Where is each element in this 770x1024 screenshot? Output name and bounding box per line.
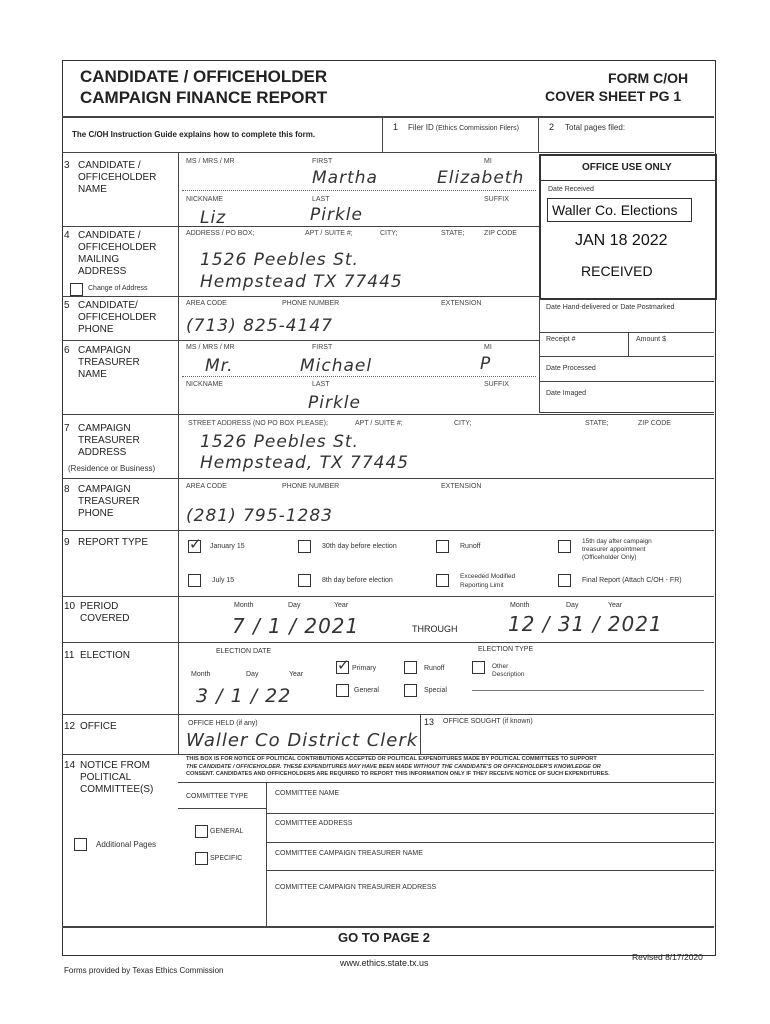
treasurer-apt-label: APT / SUITE #;	[355, 420, 403, 427]
primary-checkmark: ✓	[337, 656, 351, 674]
runoff-election-checkbox[interactable]	[404, 661, 417, 674]
runoff-election-label: Runoff	[424, 665, 445, 672]
july-15-checkbox[interactable]	[188, 574, 201, 587]
section-8-label: CAMPAIGN TREASURER PHONE	[78, 484, 140, 519]
section-12-number: 12	[64, 721, 76, 732]
zip-label: ZIP CODE	[484, 230, 517, 237]
special-election-label: Special	[424, 687, 447, 694]
cover-sheet-label: COVER SHEET PG 1	[545, 88, 682, 104]
date-imaged-label: Date Imaged	[546, 390, 587, 397]
treasurer-last-label: LAST	[312, 381, 330, 388]
candidate-last-name[interactable]: Pirkle	[310, 205, 363, 225]
candidate-nickname[interactable]: Liz	[200, 208, 227, 228]
treasurer-extension-label: EXTENSION	[441, 483, 482, 490]
received-stamp	[547, 198, 710, 290]
30th-day-label: 30th day before election	[322, 543, 397, 550]
section-5-number: 5	[64, 300, 70, 311]
section-6-label: CAMPAIGN TREASURER NAME	[78, 345, 140, 380]
stamp-office: Waller Co. Elections	[547, 198, 692, 222]
treasurer-phone-label: PHONE NUMBER	[282, 483, 340, 490]
treasurer-mi-label: MI	[484, 344, 492, 351]
to-day-label: Day	[566, 602, 579, 609]
general-election-checkbox[interactable]	[336, 684, 349, 697]
committee-address-label: COMMITTEE ADDRESS	[275, 820, 353, 827]
candidate-middle-name[interactable]: Elizabeth	[437, 168, 525, 188]
period-from-date[interactable]: 7 / 1 / 2021	[232, 614, 360, 638]
treasurer-middle-initial[interactable]: P	[480, 354, 492, 374]
election-date-value[interactable]: 3 / 1 / 22	[196, 685, 292, 707]
office-sought-label: OFFICE SOUGHT (if known)	[443, 718, 533, 725]
primary-label: Primary	[352, 665, 377, 672]
treasurer-address-line1[interactable]: 1526 Peebles St.	[200, 432, 359, 452]
street-address-label: STREET ADDRESS (NO PO BOX PLEASE);	[188, 420, 328, 427]
filer-id-number: 1	[393, 122, 399, 132]
30th-day-checkbox[interactable]	[298, 540, 311, 553]
treasurer-address-line2[interactable]: Hempstead, TX 77445	[200, 453, 410, 473]
date-hand-delivered-label: Date Hand-delivered or Date Postmarked	[546, 304, 675, 311]
treasurer-first-name[interactable]: Michael	[300, 356, 373, 376]
general-committee-checkbox[interactable]	[195, 825, 208, 838]
form-title-line2: CAMPAIGN FINANCE REPORT	[80, 88, 328, 107]
treasurer-area-code-label: AREA CODE	[186, 483, 227, 490]
treasurer-last-name[interactable]: Pirkle	[308, 393, 361, 413]
section-9-number: 9	[64, 537, 70, 548]
phone-number-label: PHONE NUMBER	[282, 300, 340, 307]
special-election-checkbox[interactable]	[404, 684, 417, 697]
committee-treasurer-address-label: COMMITTEE CAMPAIGN TREASURER ADDRESS	[275, 884, 437, 891]
committee-name-label: COMMITTEE NAME	[275, 790, 340, 797]
treasurer-first-label: FIRST	[312, 344, 333, 351]
specific-committee-label: SPECIFIC	[210, 855, 243, 862]
general-election-label: General	[354, 687, 379, 694]
last-label: LAST	[312, 196, 330, 203]
go-to-page-2: GO TO PAGE 2	[338, 930, 430, 945]
section-8-number: 8	[64, 484, 70, 495]
15th-day-label: 15th day after campaign treasurer appointment (Officeholder Only)	[582, 538, 652, 561]
additional-pages-label: Additional Pages	[96, 840, 157, 849]
exceeded-limit-checkbox[interactable]	[436, 574, 449, 587]
form-title-line1: CANDIDATE / OFFICEHOLDER	[80, 67, 328, 86]
other-election-checkbox[interactable]	[472, 661, 485, 674]
treasurer-zip-label: ZIP CODE	[638, 420, 671, 427]
july-15-label: July 15	[212, 577, 235, 584]
section-14-label: NOTICE FROM POLITICAL COMMITTEE(S)	[80, 760, 154, 795]
revised-date: Revised 8/17/2020	[632, 952, 703, 962]
section-10-number: 10	[64, 601, 76, 612]
specific-committee-checkbox[interactable]	[195, 852, 208, 865]
section-11-number: 11	[64, 650, 75, 661]
section-3-number: 3	[64, 160, 70, 171]
stamp-received: RECEIVED	[581, 263, 653, 279]
final-report-checkbox[interactable]	[558, 574, 571, 587]
to-month-label: Month	[510, 602, 530, 609]
apt-label: APT / SUITE #;	[305, 230, 353, 237]
form-id: FORM C/OH	[608, 70, 689, 86]
mi-label: MI	[484, 158, 492, 165]
15th-day-checkbox[interactable]	[558, 540, 571, 553]
treasurer-city-label: CITY;	[454, 420, 472, 427]
section-12-label: OFFICE	[80, 721, 117, 732]
candidate-address-line1[interactable]: 1526 Peebles St.	[200, 250, 359, 270]
office-held-value[interactable]: Waller Co District Clerk	[186, 730, 419, 751]
office-held-label: OFFICE HELD (if any)	[188, 720, 258, 727]
section-4-label: CANDIDATE / OFFICEHOLDER MAILING ADDRESS	[78, 230, 157, 277]
section-14-number: 14	[64, 760, 76, 771]
city-label: CITY;	[380, 230, 398, 237]
election-year-label: Year	[289, 671, 304, 678]
political-committee-notice: THIS BOX IS FOR NOTICE OF POLITICAL CONTRIBUTIONS ACCEPTED OR POLITICAL EXPENDITURES MADE BY POLITICAL COMMITTEES TO SUPPORT THE CANDIDATE / OFFICEHOLDER. THESE EXPENDITURES MAY HAVE BEEN MADE WITHOUT THE CANDIDATE'S OR OFFICEHOLDER'S KNOWLEDGE OR CONSENT. CANDIDATES AND OFFICEHOLDERS ARE REQUIRED TO REPORT THIS INFORMATION ONLY IF THEY RECEIVE NOTICE OF SUCH EXPENDITURES.	[186, 756, 610, 777]
election-type-label: ELECTION TYPE	[478, 646, 534, 653]
election-day-label: Day	[246, 671, 259, 678]
stamp-date: JAN 18 2022	[575, 232, 668, 249]
address-label: ADDRESS / PO BOX;	[186, 230, 255, 237]
additional-pages-checkbox[interactable]	[74, 838, 87, 851]
treasurer-nickname-label: NICKNAME	[186, 381, 223, 388]
committee-treasurer-name-label: COMMITTEE CAMPAIGN TREASURER NAME	[275, 850, 423, 857]
area-code-label: AREA CODE	[186, 300, 227, 307]
candidate-first-name[interactable]: Martha	[312, 168, 378, 188]
receipt-label: Receipt #	[546, 336, 576, 343]
section-11-label: ELECTION	[80, 650, 131, 661]
section-5-label: CANDIDATE/ OFFICEHOLDER PHONE	[78, 300, 157, 335]
candidate-phone[interactable]: (713) 825-4147	[186, 316, 333, 336]
8th-day-label: 8th day before election	[322, 577, 393, 584]
section-7-number: 7	[64, 423, 70, 434]
treasurer-ms-label: MS / MRS / MR	[186, 344, 235, 351]
office-use-title: OFFICE USE ONLY	[582, 162, 672, 173]
extension-label: EXTENSION	[441, 300, 482, 307]
from-month-label: Month	[234, 602, 254, 609]
section-3-label: CANDIDATE / OFFICEHOLDER NAME	[78, 160, 157, 195]
change-of-address-label: Change of Address	[88, 285, 148, 292]
total-pages-label: Total pages filed:	[565, 123, 626, 132]
january-15-label: January 15	[210, 543, 245, 550]
section-9-label: REPORT TYPE	[78, 537, 149, 548]
forms-provided-text: Forms provided by Texas Ethics Commission	[64, 966, 224, 975]
section-6-number: 6	[64, 345, 70, 356]
section-13-number: 13	[424, 717, 435, 727]
from-year-label: Year	[334, 602, 349, 609]
runoff-report-checkbox[interactable]	[436, 540, 449, 553]
section-10-label: PERIOD COVERED	[80, 601, 130, 624]
suffix-label: SUFFIX	[484, 196, 509, 203]
section-4-number: 4	[64, 230, 70, 241]
to-year-label: Year	[608, 602, 623, 609]
treasurer-state-label: STATE;	[585, 420, 609, 427]
ethics-website: www.ethics.state.tx.us	[340, 958, 429, 968]
from-day-label: Day	[288, 602, 301, 609]
treasurer-suffix-label: SUFFIX	[484, 381, 509, 388]
treasurer-title[interactable]: Mr.	[205, 356, 234, 376]
date-processed-label: Date Processed	[546, 365, 596, 372]
election-month-label: Month	[191, 671, 211, 678]
exceeded-limit-label: Exceeded Modified Reporting Limit	[460, 573, 516, 589]
treasurer-phone[interactable]: (281) 795-1283	[186, 506, 333, 526]
committee-type-label: COMMITTEE TYPE	[186, 793, 249, 800]
general-committee-label: GENERAL	[210, 828, 244, 835]
election-date-label: ELECTION DATE	[216, 648, 272, 655]
change-of-address-checkbox[interactable]	[70, 283, 83, 296]
residence-or-business-label: (Residence or Business)	[68, 464, 156, 473]
first-label: FIRST	[312, 158, 333, 165]
section-7-label: CAMPAIGN TREASURER ADDRESS	[78, 423, 140, 458]
date-received-label: Date Received	[548, 186, 594, 193]
nickname-label: NICKNAME	[186, 196, 223, 203]
state-label: STATE;	[441, 230, 465, 237]
instruction-text: The C/OH Instruction Guide explains how to complete this form.	[72, 130, 316, 139]
period-to-date[interactable]: 12 / 31 / 2021	[508, 612, 663, 636]
8th-day-checkbox[interactable]	[298, 574, 311, 587]
candidate-address-line2[interactable]: Hempstead TX 77445	[200, 272, 403, 292]
total-pages-number: 2	[549, 122, 555, 132]
other-election-label: Other Description	[492, 663, 525, 678]
filer-id-label: Filer ID (Ethics Commission Filers)	[408, 123, 519, 132]
january-15-checkmark: ✓	[189, 535, 203, 553]
ms-mrs-mr-label: MS / MRS / MR	[186, 158, 235, 165]
runoff-report-label: Runoff	[460, 543, 481, 550]
amount-label: Amount $	[636, 336, 666, 343]
final-report-label: Final Report (Attach C/OH - FR)	[582, 577, 682, 584]
through-label: THROUGH	[412, 624, 458, 634]
